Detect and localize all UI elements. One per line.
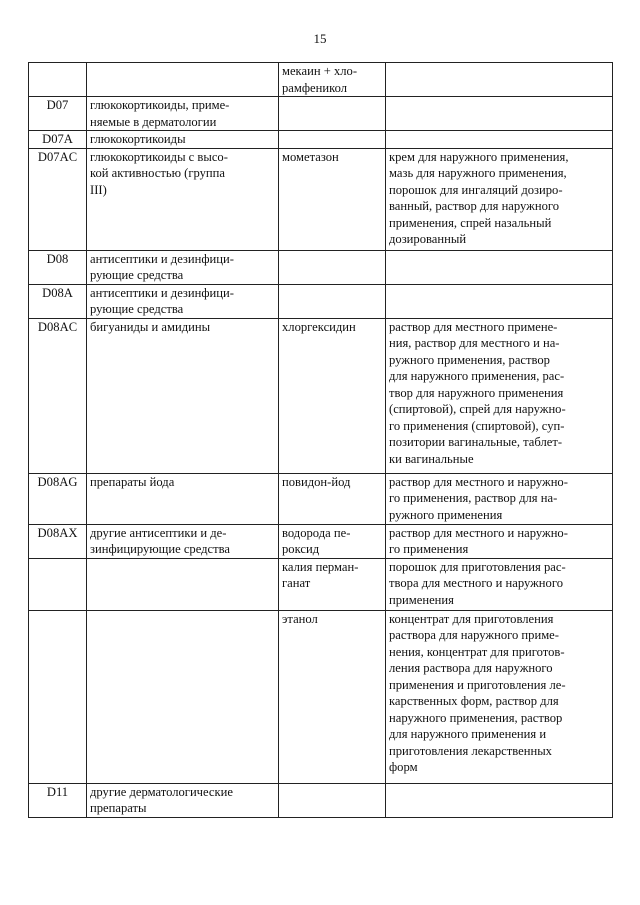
group-name	[87, 610, 279, 783]
table-row	[29, 284, 613, 318]
table-row	[29, 63, 613, 97]
dosage-form: раствор для местного и наружно- го применения	[386, 524, 613, 558]
dosage-form: крем для наружного применения, мазь для наружного применения, порошок для ингаляций дозиро- ванный, раствор для наружного применения, спрей назальный дозированный	[386, 148, 613, 250]
dosage-form	[386, 97, 613, 131]
group-name: другие антисептики и де- зинфицирующие средства	[87, 524, 279, 558]
medication-classification-table	[28, 62, 613, 818]
group-name: антисептики и дезинфици- рующие средства	[87, 250, 279, 284]
drug-name	[279, 783, 386, 817]
drug-name: калия перман- ганат	[279, 558, 386, 610]
table-row	[29, 783, 613, 817]
group-name	[87, 558, 279, 610]
table-row	[29, 610, 613, 783]
table-row	[29, 131, 613, 149]
table-row	[29, 250, 613, 284]
dosage-form: раствор для местного и наружно- го применения, раствор для на- ружного применения	[386, 473, 613, 524]
table-row	[29, 524, 613, 558]
drug-name: хлоргексидин	[279, 318, 386, 473]
atc-code	[29, 63, 87, 97]
atc-code: D07A	[29, 131, 87, 149]
drug-name: мометазон	[279, 148, 386, 250]
group-name: глюкокортикоиды, приме- няемые в дерматологии	[87, 97, 279, 131]
group-name: другие дерматологические препараты	[87, 783, 279, 817]
dosage-form	[386, 63, 613, 97]
dosage-form: раствор для местного примене- ния, раствор для местного и на- ружного применения, раствор для наружного применения, рас- твор для наружного применения (спиртовой), спрей для наружно- го применения (спиртовой), суп- позитории вагинальные, таблет- ки вагинальные	[386, 318, 613, 473]
drug-name	[279, 284, 386, 318]
dosage-form: порошок для приготовления рас- твора для местного и наружного применения	[386, 558, 613, 610]
atc-code	[29, 610, 87, 783]
atc-code	[29, 558, 87, 610]
drug-name	[279, 250, 386, 284]
dosage-form: концентрат для приготовления раствора для наружного приме- нения, концентрат для приготов- ления раствора для наружного применения и приготовления ле- карственных форм, раствор для наружного применения, раствор для наружного применения и приготовления лекарственных форм	[386, 610, 613, 783]
atc-code: D07	[29, 97, 87, 131]
atc-code: D08	[29, 250, 87, 284]
dosage-form	[386, 250, 613, 284]
atc-code: D08AX	[29, 524, 87, 558]
table-row	[29, 318, 613, 473]
drug-name	[279, 131, 386, 149]
atc-code: D07AC	[29, 148, 87, 250]
group-name: глюкокортикоиды	[87, 131, 279, 149]
group-name	[87, 63, 279, 97]
dosage-form	[386, 131, 613, 149]
drug-name: повидон-йод	[279, 473, 386, 524]
atc-code: D08AG	[29, 473, 87, 524]
atc-code: D08AC	[29, 318, 87, 473]
table-row	[29, 148, 613, 250]
group-name: глюкокортикоиды с высо- кой активностью (группа III)	[87, 148, 279, 250]
group-name: препараты йода	[87, 473, 279, 524]
atc-code: D08A	[29, 284, 87, 318]
table-row	[29, 473, 613, 524]
group-name: антисептики и дезинфици- рующие средства	[87, 284, 279, 318]
dosage-form	[386, 284, 613, 318]
table-row	[29, 97, 613, 131]
drug-name: водорода пе- роксид	[279, 524, 386, 558]
dosage-form	[386, 783, 613, 817]
table-row	[29, 558, 613, 610]
atc-code: D11	[29, 783, 87, 817]
drug-name	[279, 97, 386, 131]
drug-name: мекаин + хло- рамфеникол	[279, 63, 386, 97]
drug-name: этанол	[279, 610, 386, 783]
group-name: бигуаниды и амидины	[87, 318, 279, 473]
page-number: 15	[313, 31, 327, 46]
